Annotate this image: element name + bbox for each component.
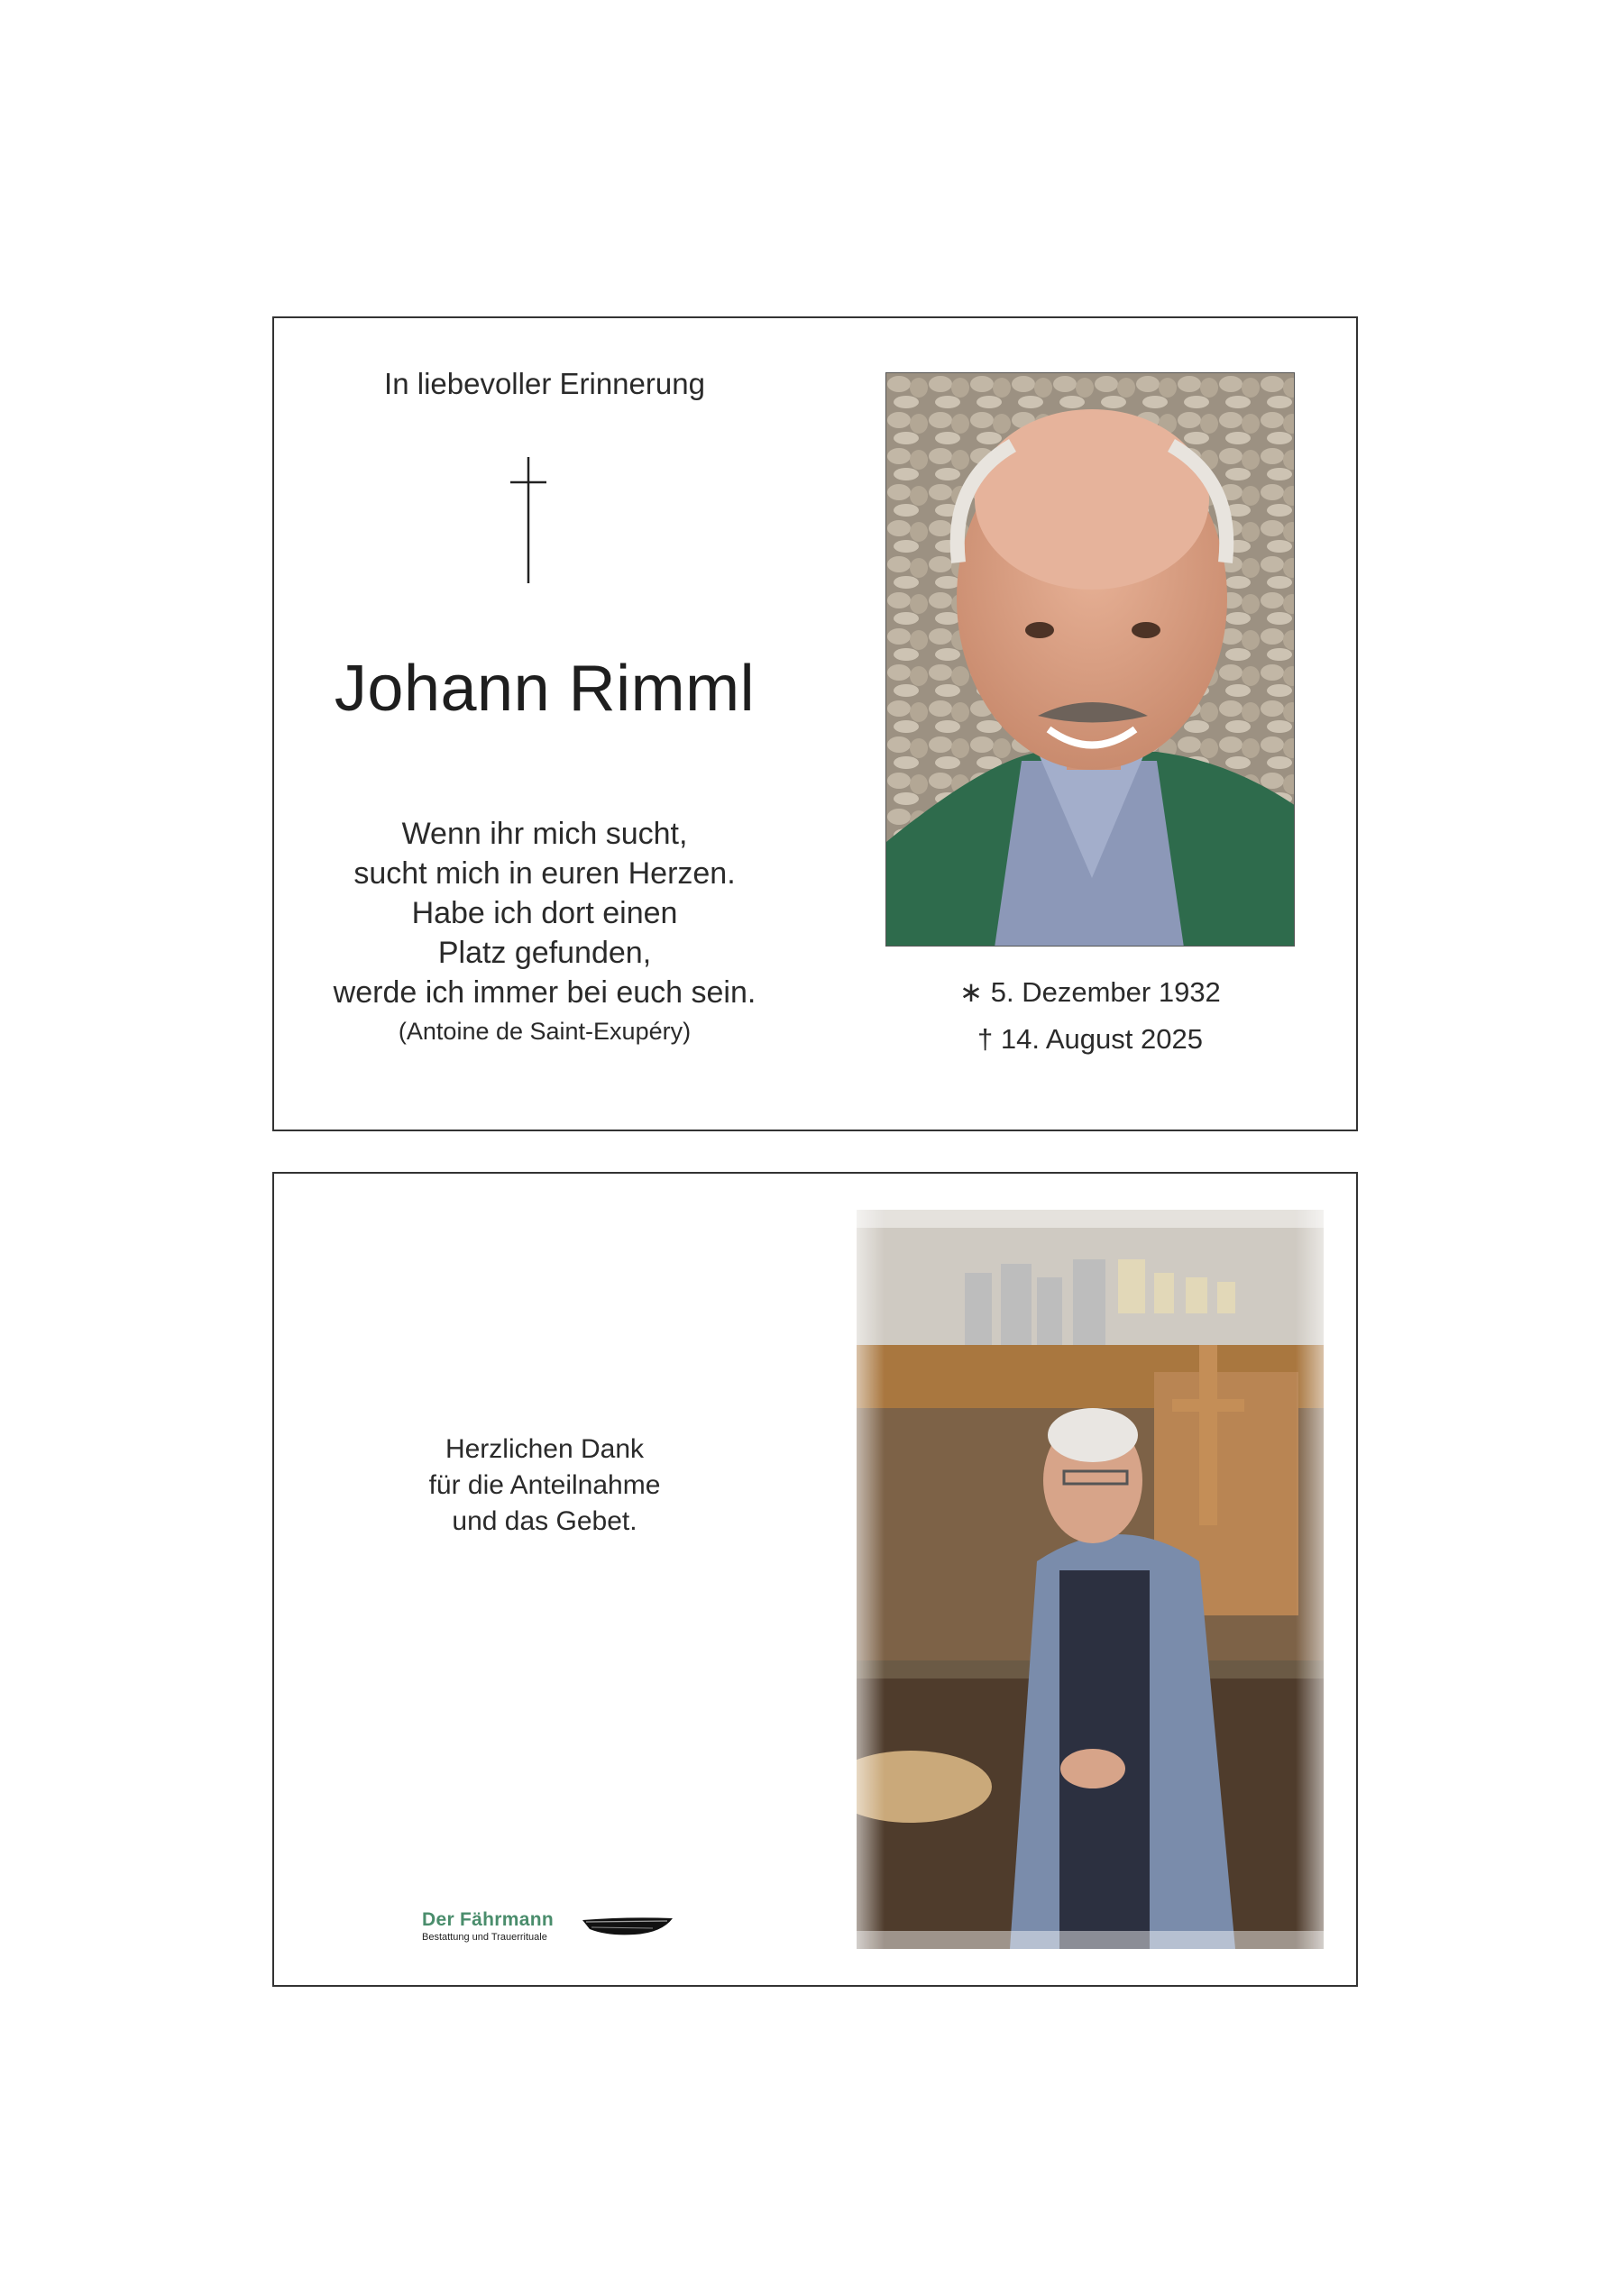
thanks-line: für die Anteilnahme — [428, 1470, 661, 1500]
memory-heading: In liebevoller Erinnerung — [384, 367, 705, 400]
poem-line: Wenn ihr mich sucht, — [401, 817, 688, 851]
poem-line: Platz gefunden, — [437, 936, 652, 970]
boat-icon — [581, 1913, 674, 1940]
memorial-card-front — [272, 316, 1358, 1131]
quote-author: (Antoine de Saint-Exupéry) — [398, 1018, 692, 1045]
cross-icon — [510, 457, 546, 583]
poem — [310, 814, 779, 1012]
logo-tagline: Bestattung und Trauerrituale — [422, 1932, 547, 1943]
thanks-text — [310, 1432, 779, 1540]
thanks-line: und das Gebet. — [452, 1506, 637, 1536]
logo-name: Der Fährmann — [422, 1909, 554, 1930]
workshop-photo — [857, 1210, 1324, 1949]
poem-line: werde ich immer bei euch sein. — [333, 975, 756, 1010]
portrait-photo — [885, 372, 1295, 947]
funeral-home-logo — [422, 1909, 554, 1943]
birth-date: ∗ 5. Dezember 1932 — [959, 976, 1221, 1008]
memorial-card-back — [272, 1172, 1358, 1987]
thanks-line: Herzlichen Dank — [445, 1434, 645, 1464]
poem-line: sucht mich in euren Herzen. — [353, 856, 736, 891]
death-date: † 14. August 2025 — [977, 1023, 1203, 1055]
deceased-name: Johann Rimml — [334, 653, 756, 725]
poem-line: Habe ich dort einen — [411, 896, 678, 930]
